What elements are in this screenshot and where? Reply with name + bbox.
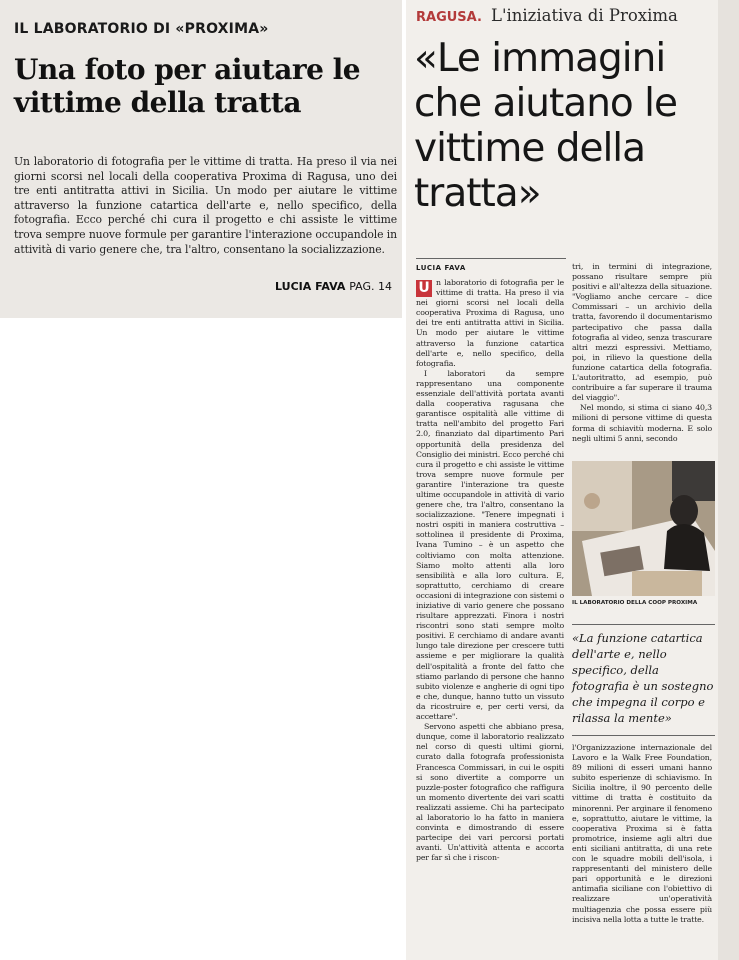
left-author: LUCIA FAVA xyxy=(275,280,346,293)
left-kicker: IL LABORATORIO DI «PROXIMA» xyxy=(14,21,269,37)
byline-rule xyxy=(416,258,566,259)
right-kicker xyxy=(416,6,678,25)
left-headline: Una foto per aiutare le vittime della tratta xyxy=(14,53,361,119)
left-summary: Un laboratorio di fotografia per le vittime di tratta. Ha preso il via nei giorni scorsi nel locali della cooperativa Proxima di Ragusa, uno dei tre enti antitratta attivi in Sicilia. Un modo per aiutare le vittime attraverso la funzione catartica dell'arte e, nello specifico, della fotografia. Ecco perché chi cura il progetto e chi assiste le vittime trova sempre nuove formule per garantire l'interazione occupandole in attività di vario genere che, tra l'altro, consentano la socializzazione. xyxy=(14,155,397,256)
quote-rule-bottom xyxy=(572,735,715,736)
right-headline: «Le immagini che aiutano le vittime della tratta» xyxy=(414,36,677,216)
quote-rule-top xyxy=(572,624,715,625)
right-byline: LUCIA FAVA xyxy=(416,264,466,272)
workshop-photo xyxy=(572,461,715,596)
right-kicker-place: RAGUSA. xyxy=(416,10,482,25)
paragraph: Servono aspetti che abbiano presa, dunque, come il laboratorio realizzato nel corso di questi ultimi giorni, curato dalla fotografa professionista Francesca Commissari, in cui le ospiti si sono divertite a comporre un puzzle-poster fotografico che raffigura un momento divertente dei vari scatti realizzati assieme. Chi ha partecipato al laboratorio lo ha fatto in maniera convinta e dimostrando di essere partecipe dei vari percorsi portati avanti. Un'attività attenta e accorta per far sì che i riscon- xyxy=(416,722,564,863)
paragraph: I laboratori da sempre rappresentano una componente essenziale dell'attività portata avanti dalla cooperativa ragusana che garantisce ospitalità alle vittime di tratta nell'ambito del progetto Fari 2.0, finanziato dal dipartimento Pari opportunità della presidenza del Consiglio dei ministri. Ecco perché chi cura il progetto e chi assiste le vittime trova sempre nuove formule per garantire l'interazione tra queste ultime occupandole in attività di vario genere che, tra l'altro, consentano la socializzazione. "Tenere impegnati i nostri ospiti in maniera costruttiva – sottolinea il presidente di Proxima, Ivana Tumino – è un aspetto che coltiviamo con molta attenzione. Siamo molto attenti alla loro sensibilità e alla loro cultura. E, soprattutto, cerchiamo di creare occasioni di integrazione con sistemi o iniziative di vario genere che possano risultare apprezzati. Finora i nostri riscontri sono stati sempre molto positivi. E cerchiamo di andare avanti lungo tale direzione per crescere tutti assieme e per migliorare la qualità dell'ospitalità a fronte del fatto che stiamo parlando di persone che hanno subito violenze e angherie di ogni tipo e che, dunque, hanno tutto un vissuto da ricostruire e, per certi versi, da accettare". xyxy=(416,368,564,722)
article-column-2 xyxy=(572,262,712,462)
article-column-3 xyxy=(572,743,712,958)
photo-caption: IL LABORATORIO DELLA COOP PROXIMA xyxy=(572,600,698,606)
paragraph: tri, in termini di integrazione, possano risultare sempre più positivi e all'altezza della situazione. "Vogliamo anche cercare – dice Commissari – un archivio della tratta, favorendo il documentarismo partecipativo che passa dalla fotografia al video, senza trascurare altri mezzi espressivi. Mettiamo, poi, in rilievo la questione della funzione catartica della fotografia. L'autoritratto, ad esempio, può contribuire a far superare il trauma del viaggio". xyxy=(572,262,712,403)
drop-cap: U xyxy=(416,280,432,297)
paragraph: Nel mondo, si stima ci siano 40,3 milioni di persone vittime di questa forma di schiavitù moderna. E solo negli ultimi 5 anni, secondo xyxy=(572,403,712,443)
right-kicker-topic: L'iniziativa di Proxima xyxy=(491,6,678,25)
left-page-ref: PAG. 14 xyxy=(349,280,392,293)
left-byline xyxy=(275,280,392,293)
left-clipping xyxy=(0,0,402,318)
paragraph: n laboratorio di fotografia per le vittime di tratta. Ha preso il via nei giorni scorsi nel locali della cooperativa Proxima di Ragusa, uno dei tre enti antitratta attivi in Sicilia. Un modo per aiutare le vittime attraverso la funzione catartica dell'arte e, nello specifico, della fotografia. xyxy=(416,278,564,368)
workshop-photo-illustration xyxy=(572,461,715,596)
paragraph: l'Organizzazione internazionale del Lavoro e la Walk Free Foundation, 89 milioni di esseri umani hanno subito esperienze di schiavismo. In Sicilia inoltre, il 90 percento delle vittime di tratta è costituito da minorenni. Per arginare il fenomeno e, soprattutto, aiutare le vittime, la cooperativa Proxima si è fatta promotrice, insieme agli altri due enti siciliani antitratta, di una rete con le squadre mobili dell'isola, i rappresentanti del ministero delle pari opportunità e le direzioni antimafia siciliane con l'obiettivo di realizzare un'operatività multiagenzia che possa essere più incisiva nella lotta a tutte le tratte. xyxy=(572,743,712,924)
pull-quote: «La funzione catartica dell'arte e, nello specifico, della fotografia è un sostegno che impegna il corpo e rilassa la mente» xyxy=(572,631,714,725)
article-column-1 xyxy=(416,278,564,958)
